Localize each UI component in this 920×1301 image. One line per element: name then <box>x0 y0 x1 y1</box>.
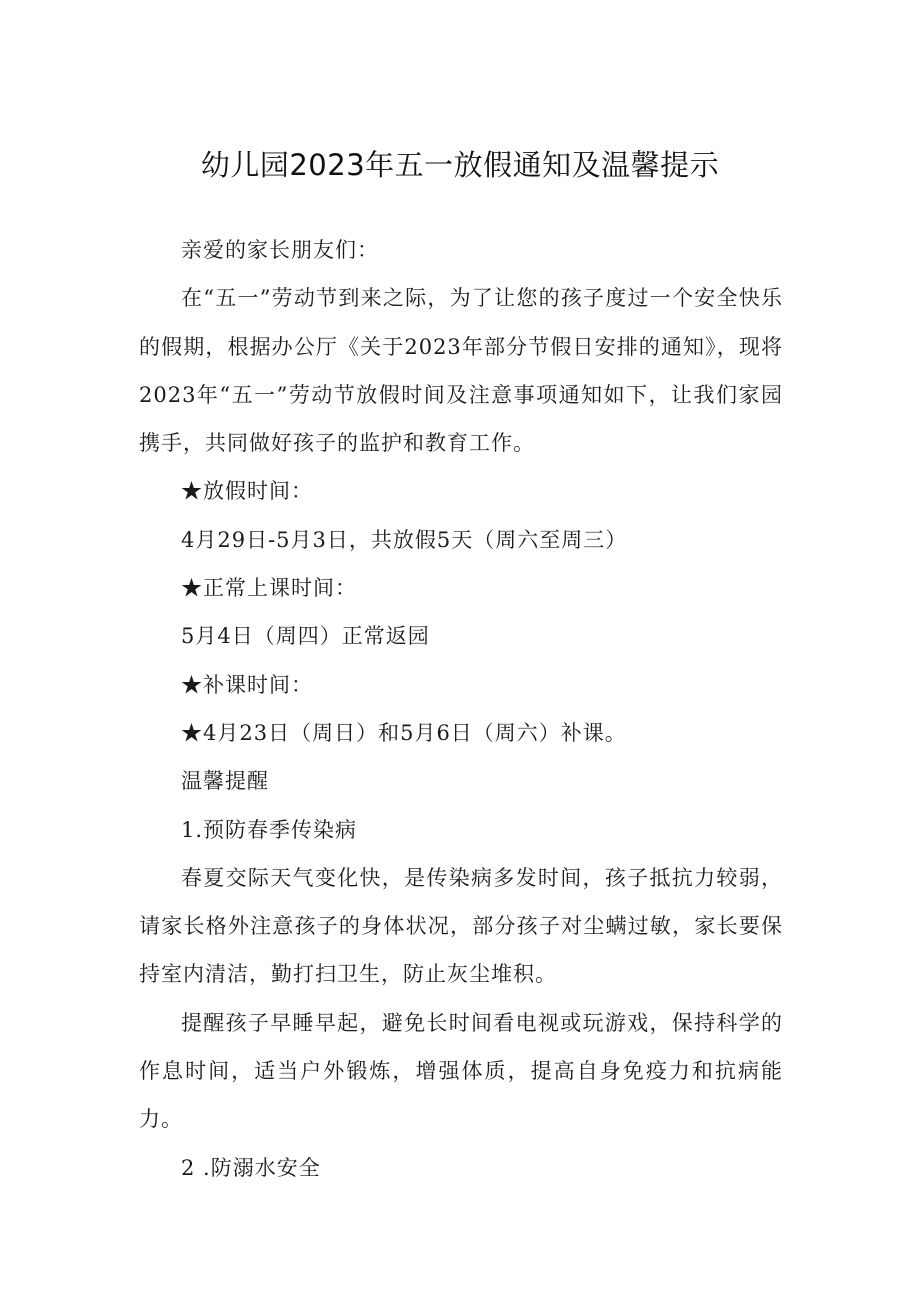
holiday-time-text: 4月29日-5月3日，共放假5天（周六至周三） <box>181 527 628 552</box>
section-1-paragraph-1: 春夏交际天气变化快，是传染病多发时间，孩子抵抗力较弱，请家长格外注意孩子的身体状况，部分孩子对尘螨过敏，家长要保持室内清洁，勤打扫卫生，防止灰尘堆积。 <box>139 865 783 987</box>
document-body <box>139 226 783 1192</box>
class-time-text: 5月4日（周四）正常返园 <box>181 624 430 649</box>
holiday-time-heading: ★放假时间： <box>181 479 313 504</box>
makeup-time-text: ★4月23日（周日）和5月6日（周六）补课。 <box>181 720 627 745</box>
section-2-heading: 2 .防溺水安全 <box>181 1155 321 1180</box>
makeup-time-heading: ★补课时间： <box>181 672 313 697</box>
greeting: 亲爱的家长朋友们： <box>181 238 379 262</box>
document-title: 幼儿园2023年五一放假通知及温馨提示 <box>200 148 720 182</box>
section-1-paragraph-2: 提醒孩子早睡早起，避免长时间看电视或玩游戏，保持科学的作息时间，适当户外锻炼，增强体质，提高自身免疫力和抗病能力。 <box>139 1010 783 1132</box>
section-1-heading: 1.预防春季传染病 <box>181 817 358 842</box>
intro-paragraph: 在“五一”劳动节到来之际，为了让您的孩子度过一个安全快乐的假期，根据办公厅《关于2023年部分节假日安排的通知》，现将2023年“五一”劳动节放假时间及注意事项通知如下，让我们家园携手，共同做好孩子的监护和教育工作。 <box>139 286 783 456</box>
reminder-heading: 温馨提醒 <box>181 769 269 794</box>
class-time-heading: ★正常上课时间： <box>181 576 357 601</box>
